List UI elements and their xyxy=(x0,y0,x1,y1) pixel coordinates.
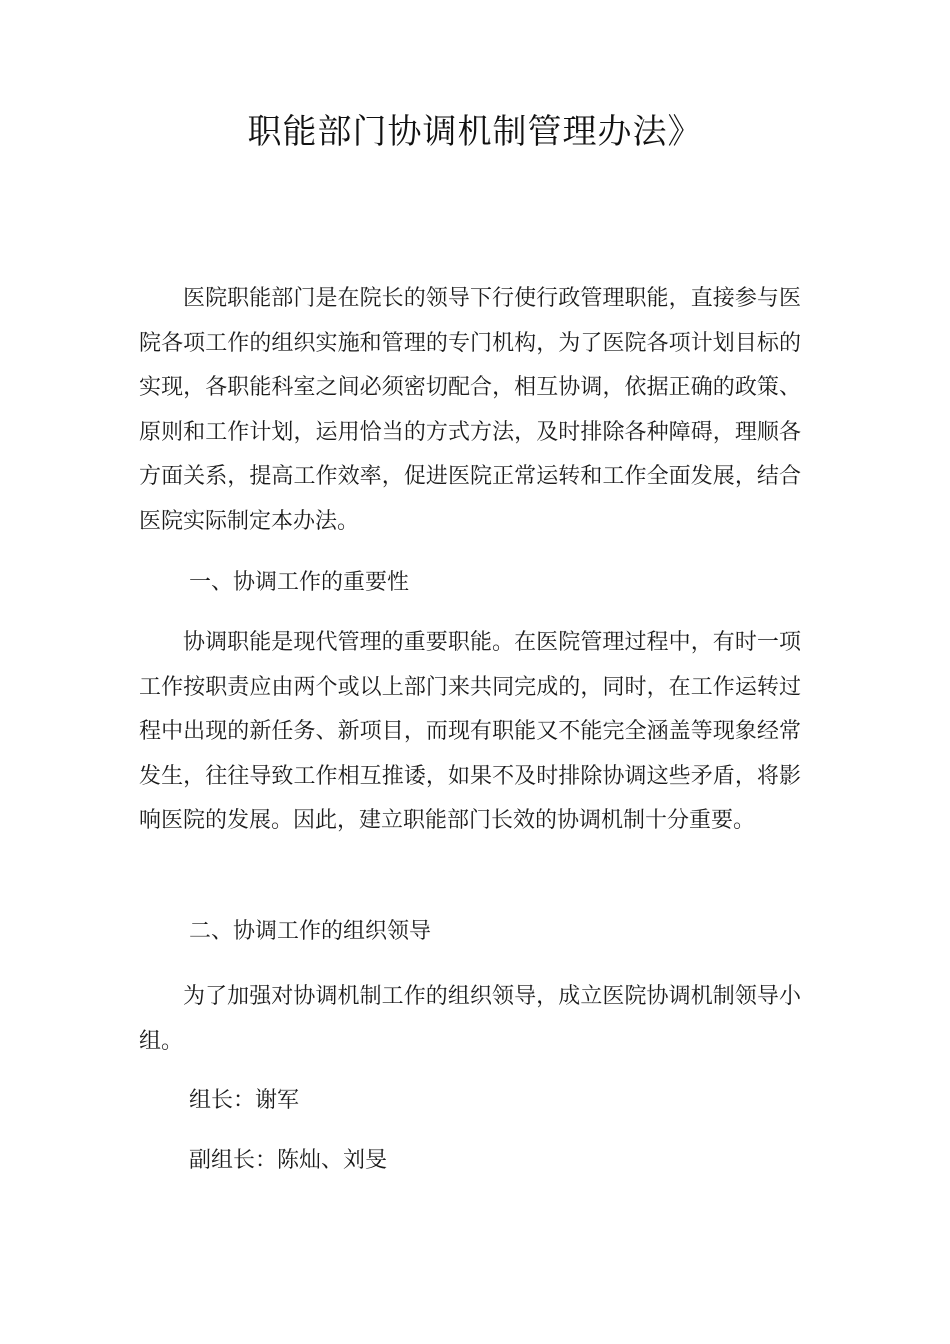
member-leader: 组长：谢军 xyxy=(189,1088,300,1113)
document-title: 职能部门协调机制管理办法》 xyxy=(247,112,703,152)
section-paragraph-organization: 为了加强对协调机制工作的组织领导，成立医院协调机制领导小组。 xyxy=(139,984,801,1054)
section-heading-importance: 一、协调工作的重要性 xyxy=(189,570,410,595)
member-deputy-leaders: 副组长：陈灿、刘旻 xyxy=(189,1148,388,1173)
section-paragraph-importance: 协调职能是现代管理的重要职能。在医院管理过程中，有时一项工作按职责应由两个或以上部门来共同完成的，同时，在工作运转过程中出现的新任务、新项目，而现有职能又不能完全涵盖等现象经常发生，往往导致工作相互推诿，如果不及时排除协调这些矛盾，将影响医院的发展。因此，建立职能部门长效的协调机制十分重要。 xyxy=(139,630,801,833)
intro-paragraph: 医院职能部门是在院长的领导下行使行政管理职能，直接参与医院各项工作的组织实施和管理的专门机构，为了医院各项计划目标的实现，各职能科室之间必须密切配合，相互协调，依据正确的政策、原则和工作计划，运用恰当的方式方法，及时排除各种障碍，理顺各方面关系，提高工作效率，促进医院正常运转和工作全面发展，结合医院实际制定本办法。 xyxy=(139,286,801,534)
section-heading-organization: 二、协调工作的组织领导 xyxy=(189,919,432,944)
